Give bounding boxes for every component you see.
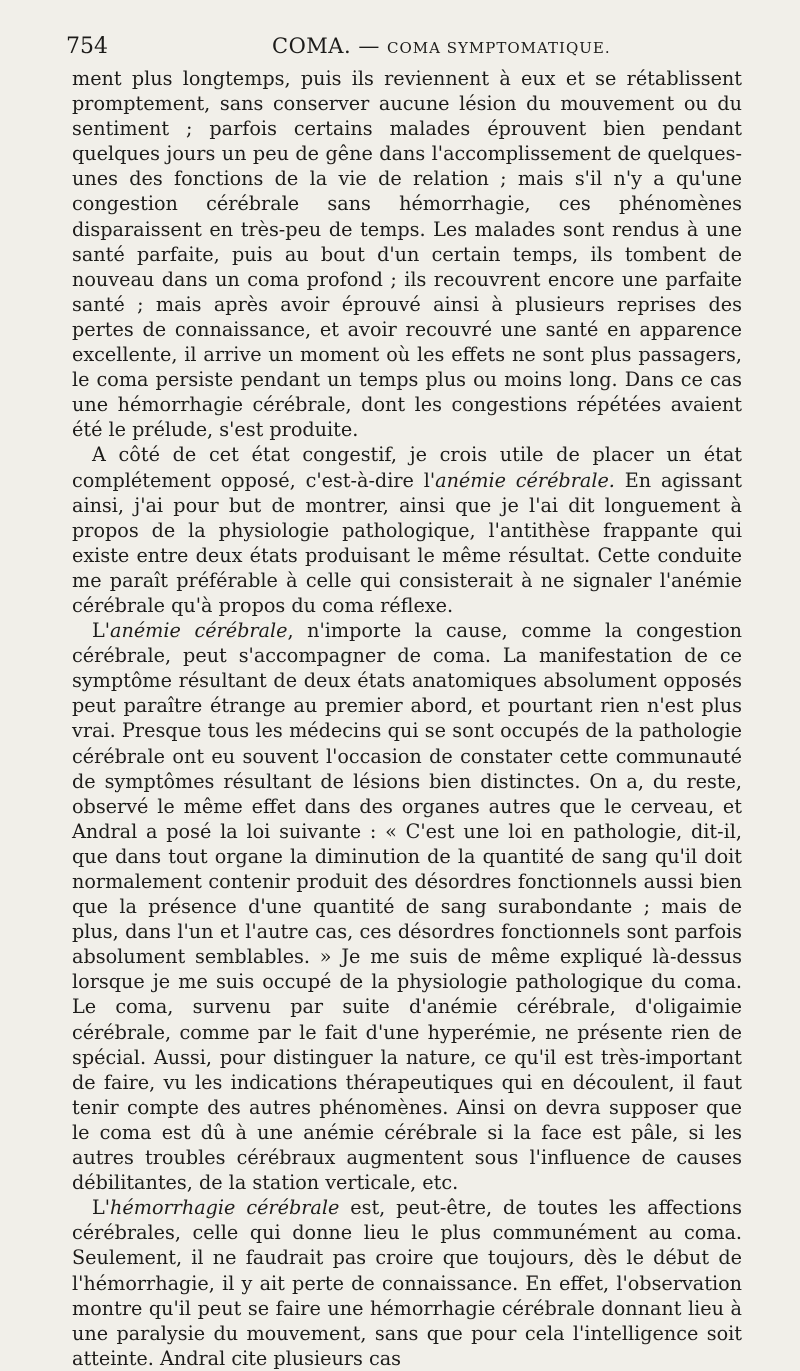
page-header	[66, 34, 740, 64]
paragraph-4-text-after: est, peut-être, de toutes les affections cérébrales, celle qui donne lieu le plus communément au coma. Seulement, il ne faudrait pas croire que toujours, dès le début de l'hémorrhagie, il y ait perte de connaissance. En effet, l'observation montre qu'il peut se faire une hémorrhagie cérébrale donnant lieu à une paralysie du mouvement, sans que pour cela l'intelligence soit atteinte. Andral cite plusieurs cas	[72, 1196, 742, 1370]
running-title: COMA.	[272, 34, 352, 58]
paragraph-2	[72, 442, 742, 618]
title-separator: —	[358, 34, 380, 58]
paragraph-4-emphasis: hémorrhagie cérébrale	[110, 1196, 340, 1220]
paragraph-4-text-before: L'	[92, 1196, 111, 1220]
paragraph-3-text-before: L'	[92, 619, 111, 643]
paragraph-3-text-after: , n'importe la cause, comme la congestion cérébrale, peut s'accompagner de coma. La manifestation de ce symptôme résultant de deux états anatomiques absolument opposés peut paraître étrange au premier abord, et pourtant rien n'est plus vrai. Presque tous les médecins qui se sont occupés de la pathologie cérébrale ont eu souvent l'occasion de constater cette communauté de symptômes résultant de lésions bien distinctes. On a, du reste, observé le même effet dans des organes autres que le cerveau, et Andral a posé la loi suivante : « C'est une loi en pathologie, dit-il, que dans tout organe la diminution de la quantité de sang qu'il doit normalement contenir produit des désordres fonctionnels aussi bien que la présence d'une quantité de sang surabondante ; mais de plus, dans l'un et l'autre cas, ces désordres fonctionnels sont parfois absolument semblables. » Je me suis de même expliqué là-dessus lorsque je me suis occupé de la physiologie pathologique du coma. Le coma, survenu par suite d'anémie cérébrale, d'oligaimie cérébrale, comme par le fait d'une hyperémie, ne présente rien de spécial. Aussi, pour distinguer la nature, ce qu'il est très-important de faire, vu les indications thérapeutiques qui en découlent, il faut tenir compte des autres phénomènes. Ainsi on devra supposer que le coma est dû à une anémie cérébrale si la face est pâle, si les autres troubles cérébraux augmentent sous l'influence de causes débilitantes, de la station verticale, etc.	[72, 619, 742, 1195]
running-head	[272, 34, 611, 58]
paragraph-3	[72, 618, 742, 1195]
running-subtitle: COMA SYMPTOMATIQUE.	[387, 39, 611, 57]
paragraph-3-emphasis: anémie cérébrale	[110, 619, 288, 643]
paragraph-4	[72, 1195, 742, 1371]
page-number: 754	[66, 34, 108, 59]
paragraph-1: ment plus longtemps, puis ils reviennent à eux et se rétablissent promptement, sans conserver aucune lésion du mouvement ou du sentiment ; parfois certains malades éprouvent bien pendant quelques jours un peu de gêne dans l'accomplissement de quelques-unes des fonctions de la vie de relation ; mais s'il n'y a qu'une congestion cérébrale sans hémorrhagie, ces phénomènes disparaissent en très-peu de temps. Les malades sont rendus à une santé parfaite, puis au bout d'un certain temps, ils tombent de nouveau dans un coma profond ; ils recouvrent encore une parfaite santé ; mais après avoir éprouvé ainsi à plusieurs reprises des pertes de connaissance, et avoir recouvré une santé en apparence excellente, il arrive un moment où les effets ne sont plus passagers, le coma persiste pendant un temps plus ou moins long. Dans ce cas une hémorrhagie cérébrale, dont les congestions répétées avaient été le prélude, s'est produite.	[72, 67, 742, 442]
paragraph-2-text-after: En agissant ainsi, j'ai pour but de montrer, ainsi que je l'ai dit longuement à propos de la physiologie pathologique, l'antithèse frappante qui existe entre deux états produisant le même résultat. Cette conduite me paraît préférable à celle qui consisterait à ne signaler l'anémie cérébrale qu'à propos du coma réflexe.	[72, 468, 743, 617]
page-body	[72, 66, 742, 1371]
paragraph-2-text-before: A côté de cet état congestif, je crois utile de placer un état complétement opposé, c'est-à-dire l'	[72, 443, 742, 492]
paragraph-2-emphasis: anémie cérébrale.	[435, 468, 615, 492]
